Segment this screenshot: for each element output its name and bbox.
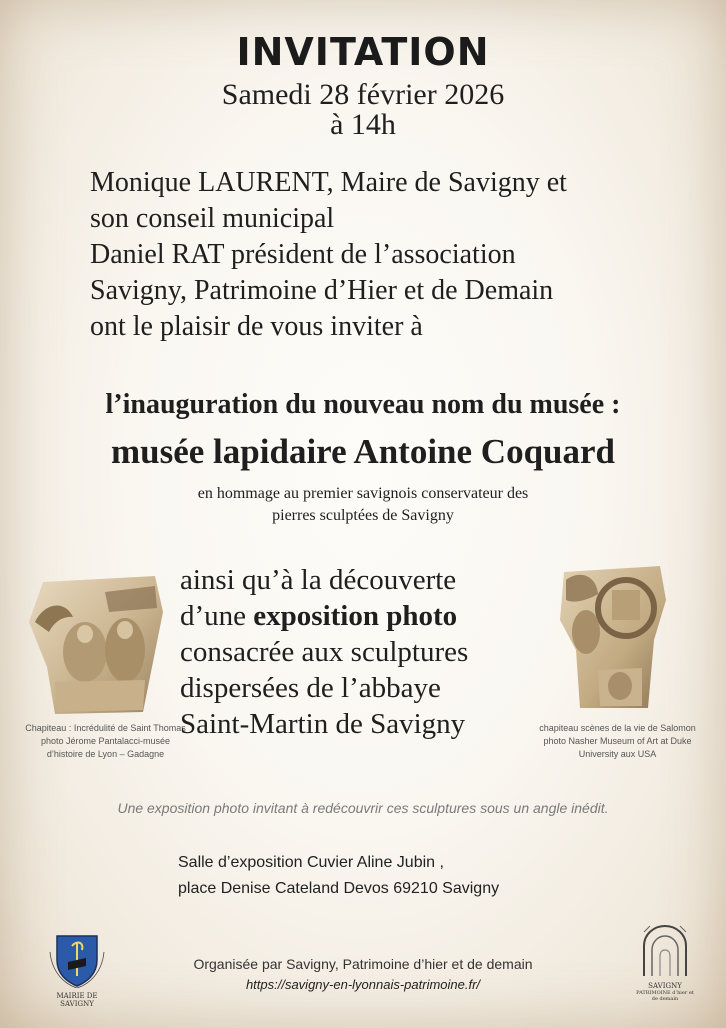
exhibition-line — [180, 598, 540, 634]
caption-line: d’histoire de Lyon – Gadagne — [46, 749, 165, 759]
venue-line: Salle d’exposition Cuvier Aline Jubin , — [178, 854, 444, 871]
exhibition-prefix: d’une — [180, 600, 254, 632]
caption-line: University aux USA — [578, 749, 657, 759]
tribute-line: en hommage au premier savignois conservateur des — [197, 485, 529, 502]
caption-line: chapiteau scènes de la vie de Salomon — [539, 723, 696, 733]
left-photo-caption — [18, 722, 193, 761]
caption-line: photo Nasher Museum of Art at Duke — [543, 736, 692, 746]
invitation-title: INVITATION — [236, 30, 490, 74]
exhibition-line: Saint-Martin de Savigny — [180, 708, 466, 740]
exhibition-block — [180, 562, 540, 742]
exhibition-highlight: exposition photo — [253, 600, 458, 632]
mairie-label: MAIRIE DE SAVIGNY — [56, 992, 98, 1008]
exhibition-line: ainsi qu’à la découverte — [180, 564, 457, 596]
hosts-line: son conseil municipal — [90, 203, 335, 234]
left-capital-photo — [25, 572, 170, 717]
tribute-text — [0, 483, 726, 527]
venue-address — [178, 850, 598, 902]
capital-sculpture-image — [25, 572, 170, 717]
hosts-line: Monique LAURENT, Maire de Savigny et — [90, 167, 567, 198]
abbey-arch-icon — [636, 922, 694, 978]
exhibition-line: dispersées de l’abbaye — [180, 672, 441, 704]
association-logo — [636, 922, 694, 1002]
venue-line: place Denise Cateland Devos 69210 Savigny — [178, 880, 500, 897]
hosts-block — [90, 165, 690, 345]
hosts-line: ont le plaisir de vous inviter à — [90, 311, 423, 342]
museum-name: musée lapidaire Antoine Coquard — [111, 432, 615, 471]
exhibition-line: consacrée aux sculptures — [180, 636, 469, 668]
right-capital-photo — [558, 560, 668, 710]
capital-sculpture-image — [558, 560, 668, 710]
exhibition-note: Une exposition photo invitant à redécouvrir ces sculptures sous un angle inédit. — [117, 800, 609, 816]
inauguration-line: l’inauguration du nouveau nom du musée : — [105, 389, 621, 420]
caption-line: Chapiteau : Incrédulité de Saint Thomas — [25, 723, 186, 733]
tribute-line: pierres sculptées de Savigny — [272, 507, 454, 524]
event-time: à 14h — [330, 108, 396, 141]
hosts-line: Daniel RAT président de l’association — [90, 239, 516, 270]
event-date: Samedi 28 février 2026 — [221, 78, 505, 111]
hosts-line: Savigny, Patrimoine d’Hier et de Demain — [90, 275, 554, 306]
organizer-line: Organisée par Savigny, Patrimoine d’hier et de demain — [193, 956, 533, 972]
website-link[interactable]: https://savigny-en-lyonnais-patrimoine.fr/ — [245, 977, 481, 992]
association-label: SAVIGNY — [648, 982, 682, 990]
association-tagline: PATRIMOINE d’hier et de demain — [636, 990, 694, 1002]
caption-line: photo Jérome Pantalacci-musée — [40, 736, 171, 746]
right-photo-caption — [530, 722, 705, 761]
